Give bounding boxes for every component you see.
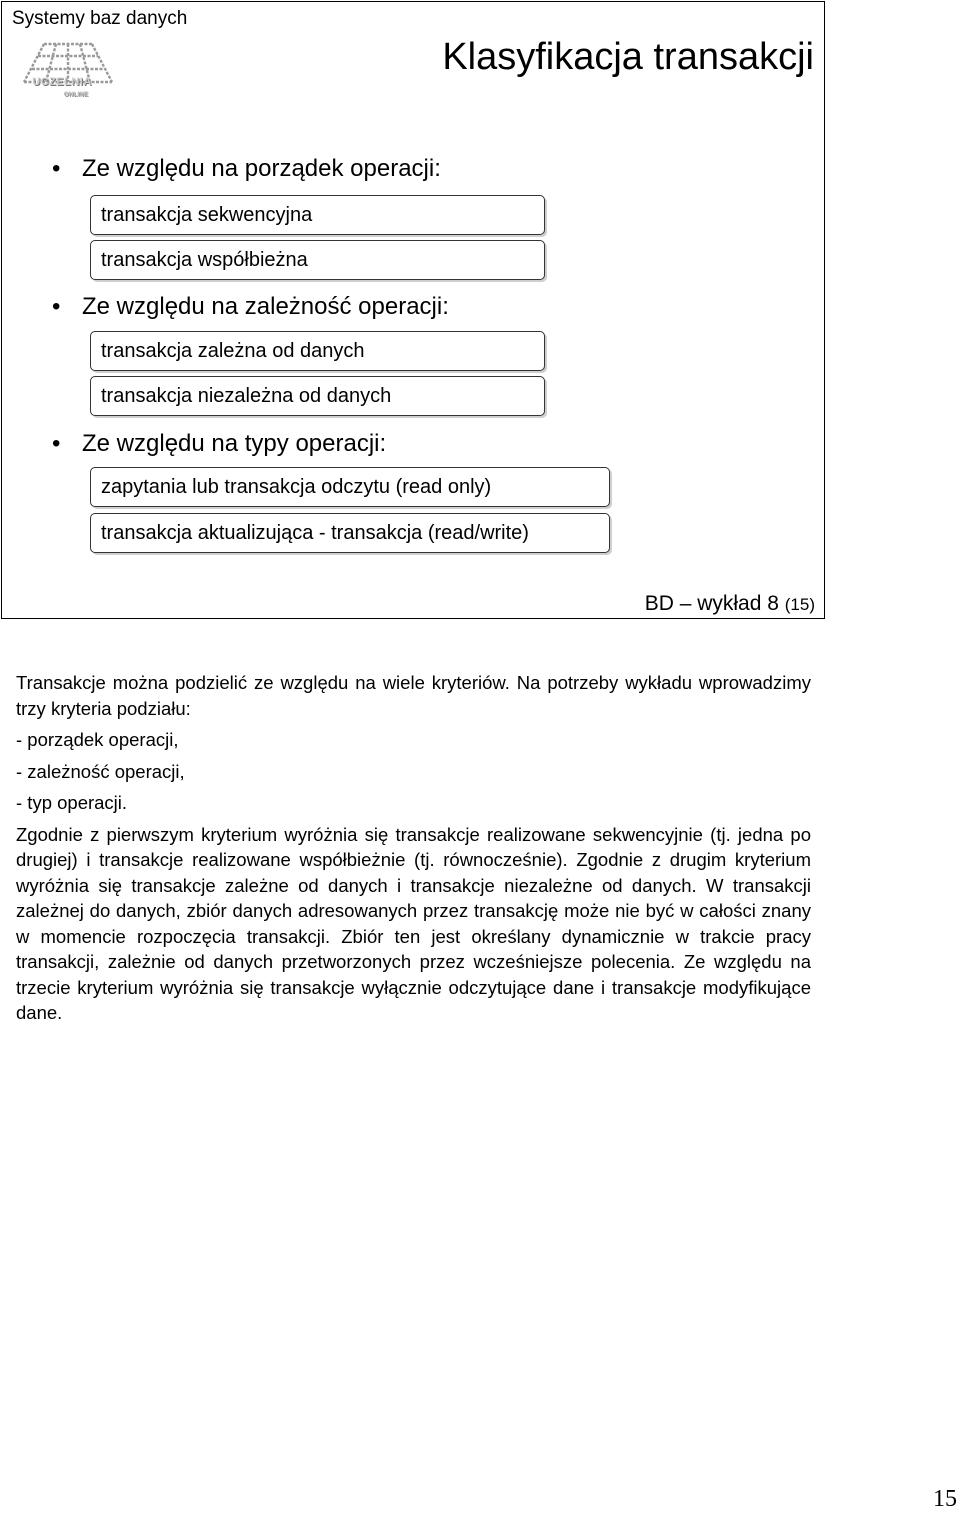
criteria-item: - porządek operacji, [16, 729, 179, 750]
criteria-item: - typ operacji. [16, 792, 128, 813]
bullet-icon: • [52, 155, 61, 182]
footer-slide-number: (15) [784, 595, 815, 614]
notes-body: Zgodnie z pierwszym kryterium wyróżnia się transakcje realizowane sekwencyjnie (tj. jedna po drugiej) i transakcje realizowane współbieżnie (tj. równocześnie). Zgodnie z drugim kryterium wyróżnia się transakcje zależne od danych i transakcje niezależne od danych. W transakcji zależnej do danych, zbiór danych adresowanych przez transakcję może nie być w całości znany w momencie rozpoczęcia transakcji. Zbiór ten jest określany dynamicznie w trakcie pracy transakcji, zależnie od danych przetworzonych przez wcześniejsze polecenia. Ze względu na trzecie kryterium wyróżnia się transakcje wyłącznie odczytujące dane i transakcje modyfikujące dane. [16, 823, 811, 1023]
slide [1, 1, 825, 619]
header-label: Systemy baz danych [12, 8, 188, 29]
logo-subtext: ONLINE [63, 92, 89, 98]
footer-label: BD – wykład 8 [644, 592, 779, 615]
logo-text: UCZELNIA [32, 76, 92, 88]
category-box-read-write: transakcja aktualizująca - transakcja (read/write) [90, 513, 610, 553]
bullet-icon: • [52, 430, 61, 457]
criteria-item: - zależność operacji, [16, 760, 185, 782]
category-box-sequential: transakcja sekwencyjna [90, 195, 545, 235]
lecture-notes [16, 670, 811, 1026]
section-heading-order: • Ze względu na porządek operacji: [52, 155, 441, 182]
category-box-dependent: transakcja zależna od danych [90, 331, 545, 371]
bullet-icon: • [52, 293, 61, 320]
slide-footer [645, 592, 815, 616]
notes-intro: Transakcje można podzielić ze względu na wiele kryteriów. Na potrzeby wykładu wprowadzimy trzy kryteria podziału: [16, 672, 811, 719]
page-number: 15 [933, 1486, 957, 1512]
section-heading-dependency: • Ze względu na zależność operacji: [52, 293, 449, 320]
category-box-concurrent: transakcja współbieżna [90, 240, 545, 280]
category-box-independent: transakcja niezależna od danych [90, 376, 545, 416]
category-box-read-only: zapytania lub transakcja odczytu (read only) [90, 467, 610, 507]
section-heading-types: • Ze względu na typy operacji: [52, 430, 387, 457]
slide-title: Klasyfikacja transakcji [442, 36, 814, 78]
logo [16, 34, 121, 134]
